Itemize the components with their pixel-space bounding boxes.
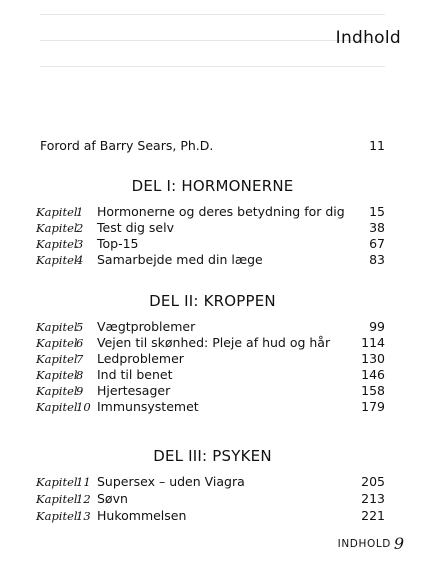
page-title: Indhold [335, 28, 401, 48]
chapter-page: 146 [361, 367, 385, 382]
part-heading: DEL II: KROPPEN [149, 292, 276, 310]
chapter-label: Kapitel 10 [36, 400, 91, 414]
chapter-title: Hormonerne og deres betydning for dig [97, 204, 345, 219]
chapter-label: Kapitel 12 [36, 492, 91, 506]
chapter-page: 158 [361, 383, 385, 398]
chapter-page: 114 [361, 335, 385, 350]
chapter-title: Samarbejde med din læge [97, 252, 263, 267]
show-through-line [40, 14, 385, 15]
chapter-label: Kapitel 13 [36, 509, 91, 523]
chapter-label: Kapitel 2 [36, 221, 84, 235]
chapter-title: Immunsystemet [97, 399, 199, 414]
chapter-label: Kapitel 11 [36, 475, 91, 489]
chapter-label: Kapitel 9 [36, 384, 84, 398]
chapter-page: 213 [361, 491, 385, 506]
foreword-page: 11 [369, 138, 385, 153]
toc-chapter-row [0, 398, 425, 416]
chapter-page: 15 [369, 204, 385, 219]
chapter-label: Kapitel 8 [36, 368, 84, 382]
chapter-title: Ind til benet [97, 367, 173, 382]
chapter-page: 179 [361, 399, 385, 414]
chapter-page: 38 [369, 220, 385, 235]
running-footer-label: INDHOLD [337, 538, 391, 550]
chapter-title: Test dig selv [97, 220, 174, 235]
chapter-title: Supersex – uden Viagra [97, 474, 245, 489]
chapter-label: Kapitel 3 [36, 237, 84, 251]
chapter-label: Kapitel 6 [36, 336, 84, 350]
part-heading: DEL III: PSYKEN [153, 447, 272, 465]
show-through-line [40, 40, 385, 41]
chapter-page: 205 [361, 474, 385, 489]
chapter-page: 83 [369, 252, 385, 267]
toc-foreword-row [0, 137, 425, 155]
chapter-label: Kapitel 1 [36, 205, 84, 219]
chapter-page: 130 [361, 351, 385, 366]
chapter-title: Top-15 [97, 236, 139, 251]
chapter-title: Hjertesager [97, 383, 171, 398]
chapter-title: Ledproblemer [97, 351, 184, 366]
show-through-line [40, 66, 385, 67]
chapter-page: 221 [361, 508, 385, 523]
toc-chapter-row [0, 490, 425, 508]
chapter-title: Hukommelsen [97, 508, 187, 523]
toc-chapter-row [0, 251, 425, 269]
chapter-title: Vejen til skønhed: Pleje af hud og hår [97, 335, 331, 350]
chapter-title: Søvn [97, 491, 128, 506]
chapter-page: 67 [369, 236, 385, 251]
part-heading: DEL I: HORMONERNE [131, 177, 294, 195]
chapter-label: Kapitel 7 [36, 352, 84, 366]
foreword-title: Forord af Barry Sears, Ph.D. [40, 138, 214, 153]
chapter-title: Vægtproblemer [97, 319, 196, 334]
chapter-page: 99 [369, 319, 385, 334]
chapter-label: Kapitel 4 [36, 253, 84, 267]
toc-chapter-row [0, 473, 425, 491]
toc-chapter-row [0, 507, 425, 525]
page-number: 9 [393, 534, 404, 553]
chapter-label: Kapitel 5 [36, 320, 84, 334]
